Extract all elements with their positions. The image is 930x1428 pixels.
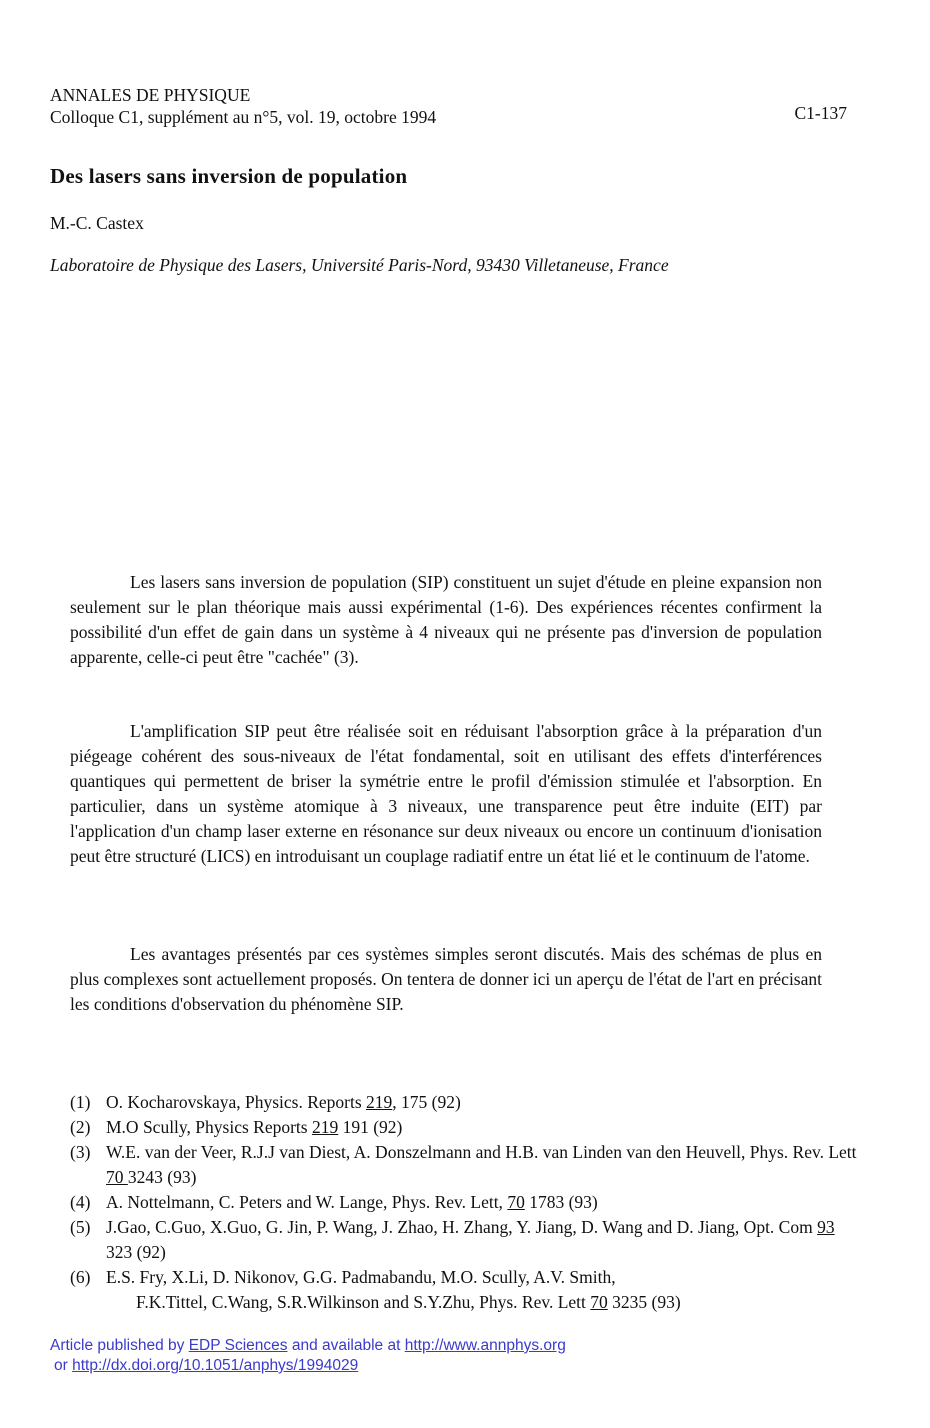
reference-number: (4) [70, 1192, 91, 1212]
paragraph-text: L'amplification SIP peut être réalisée soit en réduisant l'absorption grâce à la préparation d'un piégeage cohérent des sous-niveaux de l'état fondamental, soit en utilisant des effets d'interférences quantiques qui permettent de briser la symétrie entre le profil d'émission stimulée et l'absorption. En particulier, dans un système atomique à 3 niveaux, une transparence peut être induite (EIT) par l'application d'un champ laser externe en résonance sur deux niveaux ou encore un continuum d'ionisation peut être structuré (LICS) en introduisant un couplage radiatif entre un état lié et le continuum de l'atome. [70, 721, 822, 866]
reference-item [70, 1265, 860, 1315]
reference-volume: 70 [507, 1192, 525, 1212]
paper-title: Des lasers sans inversion de population [50, 164, 408, 188]
reference-item [70, 1115, 860, 1140]
reference-pages: 3235 (93) [607, 1292, 681, 1312]
reference-volume: 219 [311, 1117, 339, 1137]
reference-number: (2) [70, 1117, 91, 1137]
reference-volume: 93 [817, 1217, 835, 1237]
reference-text [106, 1190, 860, 1215]
reference-citation: M.O Scully, Physics Reports [106, 1117, 312, 1137]
reference-pages: 1783 (93) [524, 1192, 598, 1212]
reference-item [70, 1090, 860, 1115]
reference-item [70, 1215, 860, 1265]
reference-citation: A. Nottelmann, C. Peters and W. Lange, Phys. Rev. Lett, [106, 1192, 508, 1212]
journal-header [50, 84, 436, 128]
reference-citation: O. Kocharovskaya, Physics. Reports [106, 1092, 367, 1112]
reference-text [106, 1215, 860, 1265]
reference-number: (6) [70, 1267, 91, 1287]
reference-item [70, 1140, 860, 1190]
abstract-paragraph-1 [70, 570, 822, 670]
paper-author: M.-C. Castex [50, 213, 144, 233]
reference-text [106, 1265, 860, 1315]
reference-pages: 3243 (93) [127, 1167, 197, 1187]
reference-item [70, 1190, 860, 1215]
paper-affiliation: Laboratoire de Physique des Lasers, Université Paris-Nord, 93430 Villetaneuse, France [50, 255, 669, 275]
reference-number: (5) [70, 1217, 91, 1237]
annphys-link[interactable]: http://www.annphys.org [404, 1337, 566, 1354]
page-number: C1-137 [794, 103, 847, 123]
reference-citation: J.Gao, C.Guo, X.Guo, G. Jin, P. Wang, J. Zhao, H. Zhang, Y. Jiang, D. Wang and D. Jiang, Opt. Com [106, 1217, 818, 1237]
references-list [70, 1090, 860, 1315]
paragraph-text: Les lasers sans inversion de population (SIP) constituent un sujet d'étude en pleine expansion non seulement sur le plan théorique mais aussi expérimental (1-6). Des expériences récentes confirment la possibilité d'un effet de gain dans un système à 4 niveaux qui ne présente pas d'inversion de population apparente, celle-ci peut être "cachée" (3). [70, 572, 822, 667]
reference-text [106, 1140, 860, 1190]
footer-line-1 [50, 1336, 566, 1356]
reference-citation-cont: F.K.Tittel, C.Wang, S.R.Wilkinson and S.Y.Zhu, Phys. Rev. Lett [136, 1292, 591, 1312]
journal-issue: Colloque C1, supplément au n°5, vol. 19, octobre 1994 [50, 107, 437, 127]
reference-pages: 323 (92) [106, 1242, 166, 1262]
journal-name: ANNALES DE PHYSIQUE [50, 85, 251, 105]
edp-sciences-link[interactable]: EDP Sciences [188, 1337, 288, 1354]
reference-pages: , 175 (92) [392, 1092, 461, 1112]
reference-text [106, 1090, 860, 1115]
reference-text [106, 1115, 860, 1140]
reference-volume: 70 [590, 1292, 608, 1312]
abstract-paragraph-3 [70, 942, 822, 1017]
reference-pages: 191 (92) [338, 1117, 403, 1137]
reference-volume: 70 [106, 1167, 128, 1187]
reference-citation: W.E. van der Veer, R.J.J van Diest, A. Donszelmann and H.B. van Linden van den Heuvell, Phys. Rev. Lett [106, 1142, 857, 1162]
reference-number: (3) [70, 1142, 91, 1162]
reference-continuation [106, 1290, 860, 1315]
footer-text: Article published by [50, 1337, 189, 1354]
reference-volume: 219 [366, 1092, 393, 1112]
doi-link[interactable]: http://dx.doi.org/10.1051/anphys/1994029 [72, 1357, 359, 1374]
abstract-paragraph-2 [70, 719, 822, 869]
footer-line-2 [50, 1356, 566, 1376]
reference-citation: E.S. Fry, X.Li, D. Nikonov, G.G. Padmabandu, M.O. Scully, A.V. Smith, [106, 1267, 616, 1287]
footer-text: or [54, 1357, 73, 1374]
reference-number: (1) [70, 1092, 91, 1112]
footer-text: and available at [287, 1337, 405, 1354]
paragraph-text: Les avantages présentés par ces systèmes simples seront discutés. Mais des schémas de plus en plus complexes sont actuellement proposés. On tentera de donner ici un aperçu de l'état de l'art en précisant les conditions d'observation du phénomène SIP. [70, 944, 822, 1014]
publication-footer [50, 1336, 566, 1376]
